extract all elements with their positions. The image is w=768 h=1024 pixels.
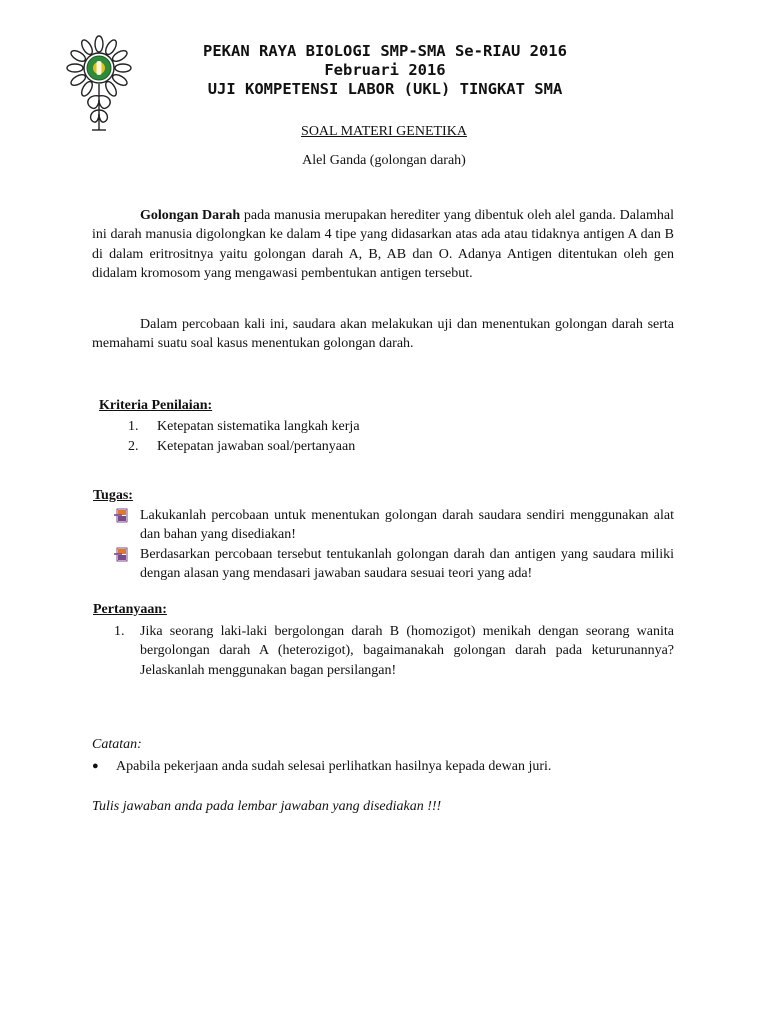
pertanyaan-heading: Pertanyaan: xyxy=(93,602,167,617)
list-item xyxy=(92,757,551,776)
list-number: 1. xyxy=(128,419,139,434)
list-item xyxy=(114,506,674,545)
list-item-text: Lakukanlah percobaan untuk menentukan golongan darah saudara sendiri menggunakan alat dan bahan yang disediakan! xyxy=(140,508,674,543)
event-logo-icon xyxy=(62,34,136,138)
list-item-text: Apabila pekerjaan anda sudah selesai perlihatkan hasilnya kepada dewan juri. xyxy=(116,759,552,774)
tugas-list xyxy=(114,506,674,583)
list-item-text: Ketepatan jawaban soal/pertanyaan xyxy=(157,438,356,454)
catatan-heading: Catatan: xyxy=(92,737,142,752)
list-item xyxy=(128,437,360,457)
list-item xyxy=(128,417,360,437)
list-item-text: Ketepatan sistematika langkah kerja xyxy=(157,419,360,434)
document-subtitle: Alel Ganda (golongan darah) xyxy=(302,153,466,168)
list-item-text: Berdasarkan percobaan tersebut tentukanlah golongan darah dan antigen yang saudara miliki dengan alasan yang mendasari jawaban saudara sesuai teori yang ada! xyxy=(140,546,674,581)
catatan-list xyxy=(92,757,551,776)
header-date: Februari 2016 xyxy=(324,61,446,79)
flag-bullet-icon xyxy=(114,547,130,562)
header-exam-title: UJI KOMPETENSI LABOR (UKL) TINGKAT SMA xyxy=(207,80,563,98)
bullet-dot-icon: ● xyxy=(92,760,99,772)
document-title: SOAL MATERI GENETIKA xyxy=(301,124,467,139)
kriteria-heading: Kriteria Penilaian: xyxy=(99,398,213,413)
list-item xyxy=(114,545,674,584)
list-number: 2. xyxy=(128,438,139,454)
intro-paragraph-2 xyxy=(92,315,674,354)
list-number: 1. xyxy=(114,624,125,639)
kriteria-list xyxy=(128,417,360,456)
tugas-heading: Tugas: xyxy=(93,488,133,503)
header-event-title: PEKAN RAYA BIOLOGI SMP-SMA Se-RIAU 2016 xyxy=(203,42,567,60)
list-item xyxy=(114,622,674,680)
flag-bullet-icon xyxy=(114,508,130,523)
pertanyaan-list xyxy=(114,622,674,680)
intro-paragraph-2-text: Dalam percobaan kali ini, saudara akan melakukan uji dan menentukan golongan darah serta memahami suatu soal kasus menentukan golongan darah. xyxy=(92,317,674,352)
intro-paragraph-1-text: pada manusia merupakan herediter yang dibentuk oleh alel ganda. Dalamhal ini darah manusia digolongkan ke dalam 4 tipe yang didasarkan atas ada atau tidaknya antigen A dan B di dalam eritrositnya yaitu golongan darah A, B, AB dan O. Adanya Antigen ditentukan oleh gen didalam kromosom yang mengawasi pembentukan antigen tersebut. xyxy=(92,208,675,281)
closing-instruction: Tulis jawaban anda pada lembar jawaban yang disediakan !!! xyxy=(92,799,442,814)
intro-paragraph-1 xyxy=(92,206,674,283)
intro-bold-lead: Golongan Darah xyxy=(140,208,241,223)
list-item-text: Jika seorang laki-laki bergolongan darah B (homozigot) menikah dengan seorang wanita bergolongan darah A (heterozigot), bagaimanakah golongan darah pada keturunannya? Jelaskanlah menggunakan bagan persilangan! xyxy=(140,624,674,678)
document-header xyxy=(150,42,620,99)
